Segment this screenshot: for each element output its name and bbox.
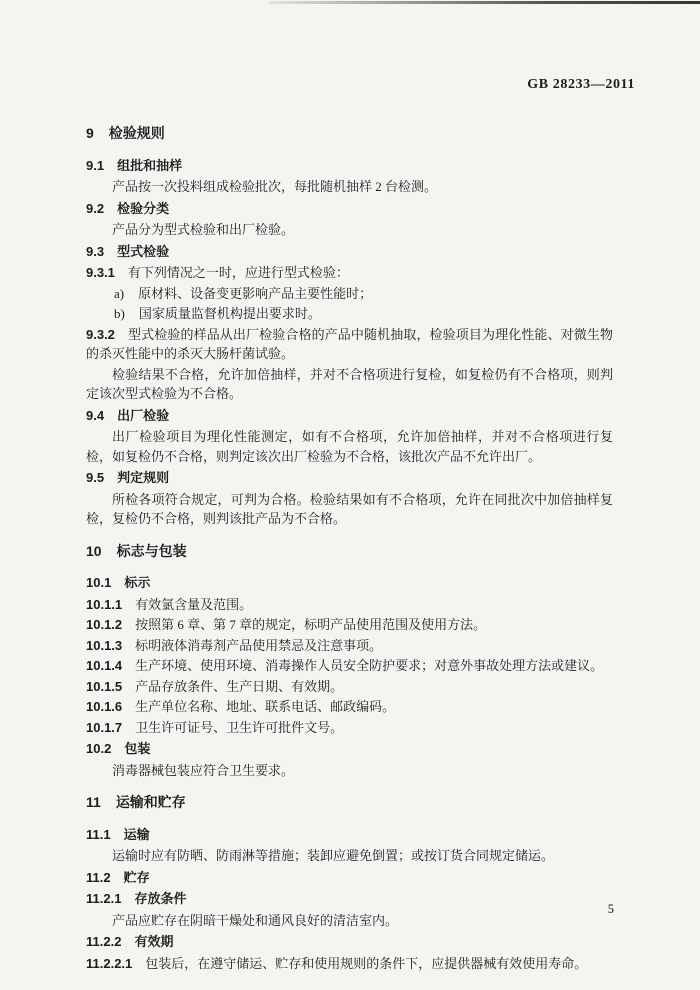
paragraph-text: 有效氯含量及范围。 bbox=[135, 596, 253, 612]
clause-number: 9.5 bbox=[86, 470, 105, 485]
clause-number: 10.1.3 bbox=[86, 637, 123, 653]
clause-number: 10.1.1 bbox=[86, 596, 123, 612]
heading-text: 检验分类 bbox=[117, 200, 170, 216]
clause-paragraph bbox=[86, 636, 613, 656]
clause-heading bbox=[86, 156, 613, 176]
document-body bbox=[86, 111, 613, 974]
body-paragraph bbox=[86, 490, 613, 529]
heading-text: 型式检验 bbox=[117, 243, 170, 259]
paragraph-text: 国家质量监督机构提出要求时。 bbox=[138, 306, 321, 321]
standard-code-header: GB 28233—2011 bbox=[527, 77, 635, 92]
body-paragraph bbox=[86, 427, 613, 466]
paragraph-text: 型式检验的样品从出厂检验合格的产品中随机抽取，检验项目为理化性能、对微生物的杀灭性能中的杀灭大肠杆菌试验。 bbox=[86, 326, 613, 361]
heading-text: 运输 bbox=[123, 826, 150, 842]
clause-heading bbox=[86, 406, 613, 426]
clause-paragraph bbox=[86, 718, 613, 738]
heading-text: 标示 bbox=[124, 575, 151, 590]
paragraph-text: 消毒器械包装应符合卫生要求。 bbox=[112, 762, 295, 778]
clause-heading bbox=[86, 739, 613, 759]
clause-paragraph bbox=[86, 263, 613, 283]
heading-text: 贮存 bbox=[123, 869, 150, 885]
paragraph-text: 产品分为型式检验和出厂检验。 bbox=[112, 222, 295, 237]
clause-paragraph bbox=[86, 656, 613, 676]
clause-number: 11.2.1 bbox=[86, 891, 122, 906]
paragraph-text: 运输时应有防晒、防雨淋等措施；装卸应避免倒置；或按订货合同规定储运。 bbox=[112, 848, 555, 863]
chapter-heading bbox=[86, 124, 613, 144]
paragraph-text: 产品存放条件、生产日期、有效期。 bbox=[135, 678, 344, 694]
chapter-heading bbox=[86, 793, 613, 813]
paragraph-text: 检验结果不合格，允许加倍抽样，并对不合格项进行复检，如复检仍有不合格项，则判定该次型式检验为不合格。 bbox=[86, 366, 613, 401]
chapter-heading bbox=[86, 542, 613, 562]
clause-heading bbox=[86, 889, 613, 909]
list-item-label: b) bbox=[114, 306, 125, 321]
body-paragraph bbox=[86, 761, 613, 781]
clause-paragraph bbox=[86, 595, 613, 615]
clause-number: 11.2.2 bbox=[86, 934, 122, 949]
heading-text: 检验规则 bbox=[108, 125, 165, 141]
body-paragraph bbox=[86, 220, 613, 240]
clause-heading bbox=[86, 932, 613, 952]
clause-number: 11.2.2.1 bbox=[86, 955, 133, 971]
clause-number: 10.1.7 bbox=[86, 719, 123, 735]
paragraph-text: 原材料、设备变更影响产品主要性能时； bbox=[138, 285, 373, 301]
list-item-label: a) bbox=[114, 285, 125, 301]
body-paragraph bbox=[86, 365, 613, 404]
paragraph-text: 卫生许可证号、卫生许可批件文号。 bbox=[135, 719, 344, 735]
list-item bbox=[114, 304, 613, 324]
heading-text: 组批和抽样 bbox=[117, 157, 183, 173]
paragraph-text: 生产环境、使用环境、消毒操作人员安全防护要求；对意外事故处理方法或建议。 bbox=[135, 658, 604, 673]
clause-heading bbox=[86, 468, 613, 488]
paragraph-text: 按照第 6 章、第 7 章的规定，标明产品使用范围及使用方法。 bbox=[135, 617, 487, 632]
heading-text: 包装 bbox=[124, 741, 151, 756]
clause-heading bbox=[86, 199, 613, 219]
paragraph-text: 包装后，在遵守储运、贮存和使用规则的条件下，应提供器械有效使用寿命。 bbox=[145, 955, 588, 971]
scan-artifact-line bbox=[269, 1, 700, 4]
clause-number: 10.1.6 bbox=[86, 699, 123, 714]
paragraph-text: 生产单位名称、地址、联系电话、邮政编码。 bbox=[135, 699, 396, 714]
clause-number: 10.1.4 bbox=[86, 658, 123, 673]
heading-text: 运输和贮存 bbox=[115, 794, 186, 810]
list-item bbox=[114, 284, 613, 304]
clause-heading bbox=[86, 825, 613, 845]
clause-number: 10.1.2 bbox=[86, 617, 123, 632]
page-number: 5 bbox=[607, 902, 614, 916]
clause-number: 10.1.5 bbox=[86, 678, 123, 694]
clause-paragraph bbox=[86, 677, 613, 697]
paragraph-text: 出厂检验项目为理化性能测定，如有不合格项，允许加倍抽样，并对不合格项进行复检，如复检仍不合格，则判定该次出厂检验为不合格，该批次产品不允许出厂。 bbox=[86, 429, 613, 464]
body-paragraph bbox=[86, 911, 613, 931]
heading-text: 标志与包装 bbox=[116, 542, 187, 559]
clause-number: 9.3.2 bbox=[86, 326, 115, 342]
clause-paragraph bbox=[86, 954, 613, 974]
clause-heading bbox=[86, 573, 613, 593]
clause-heading bbox=[86, 868, 613, 888]
clause-number: 10.1 bbox=[86, 575, 112, 590]
body-paragraph bbox=[86, 846, 613, 866]
clause-number: 9.2 bbox=[86, 200, 105, 216]
clause-heading bbox=[86, 242, 613, 262]
clause-paragraph bbox=[86, 615, 613, 635]
clause-number: 11 bbox=[86, 794, 101, 810]
clause-paragraph bbox=[86, 325, 613, 364]
clause-paragraph bbox=[86, 697, 613, 717]
paragraph-text: 产品按一次投料组成检验批次，每批随机抽样 2 台检测。 bbox=[112, 179, 438, 194]
paragraph-text: 标明液体消毒剂产品使用禁忌及注意事项。 bbox=[135, 637, 383, 653]
clause-number: 9.4 bbox=[86, 407, 105, 423]
clause-number: 9 bbox=[86, 125, 94, 141]
clause-number: 11.1 bbox=[86, 826, 111, 842]
paragraph-text: 有下列情况之一时，应进行型式检验： bbox=[127, 265, 349, 280]
clause-number: 9.1 bbox=[86, 157, 105, 173]
heading-text: 出厂检验 bbox=[117, 407, 170, 423]
paragraph-text: 产品应贮存在阴暗干燥处和通风良好的清洁室内。 bbox=[112, 912, 399, 928]
clause-number: 9.3.1 bbox=[86, 265, 115, 280]
heading-text: 存放条件 bbox=[134, 891, 187, 906]
clause-number: 9.3 bbox=[86, 243, 105, 259]
clause-number: 10.2 bbox=[86, 741, 112, 756]
body-paragraph bbox=[86, 177, 613, 197]
clause-number: 10 bbox=[86, 542, 102, 559]
heading-text: 有效期 bbox=[134, 934, 174, 949]
paragraph-text: 所检各项符合规定，可判为合格。检验结果如有不合格项，允许在同批次中加倍抽样复检，复检仍不合格，则判该批产品为不合格。 bbox=[86, 491, 613, 526]
heading-text: 判定规则 bbox=[117, 470, 170, 485]
clause-number: 11.2 bbox=[86, 869, 111, 885]
